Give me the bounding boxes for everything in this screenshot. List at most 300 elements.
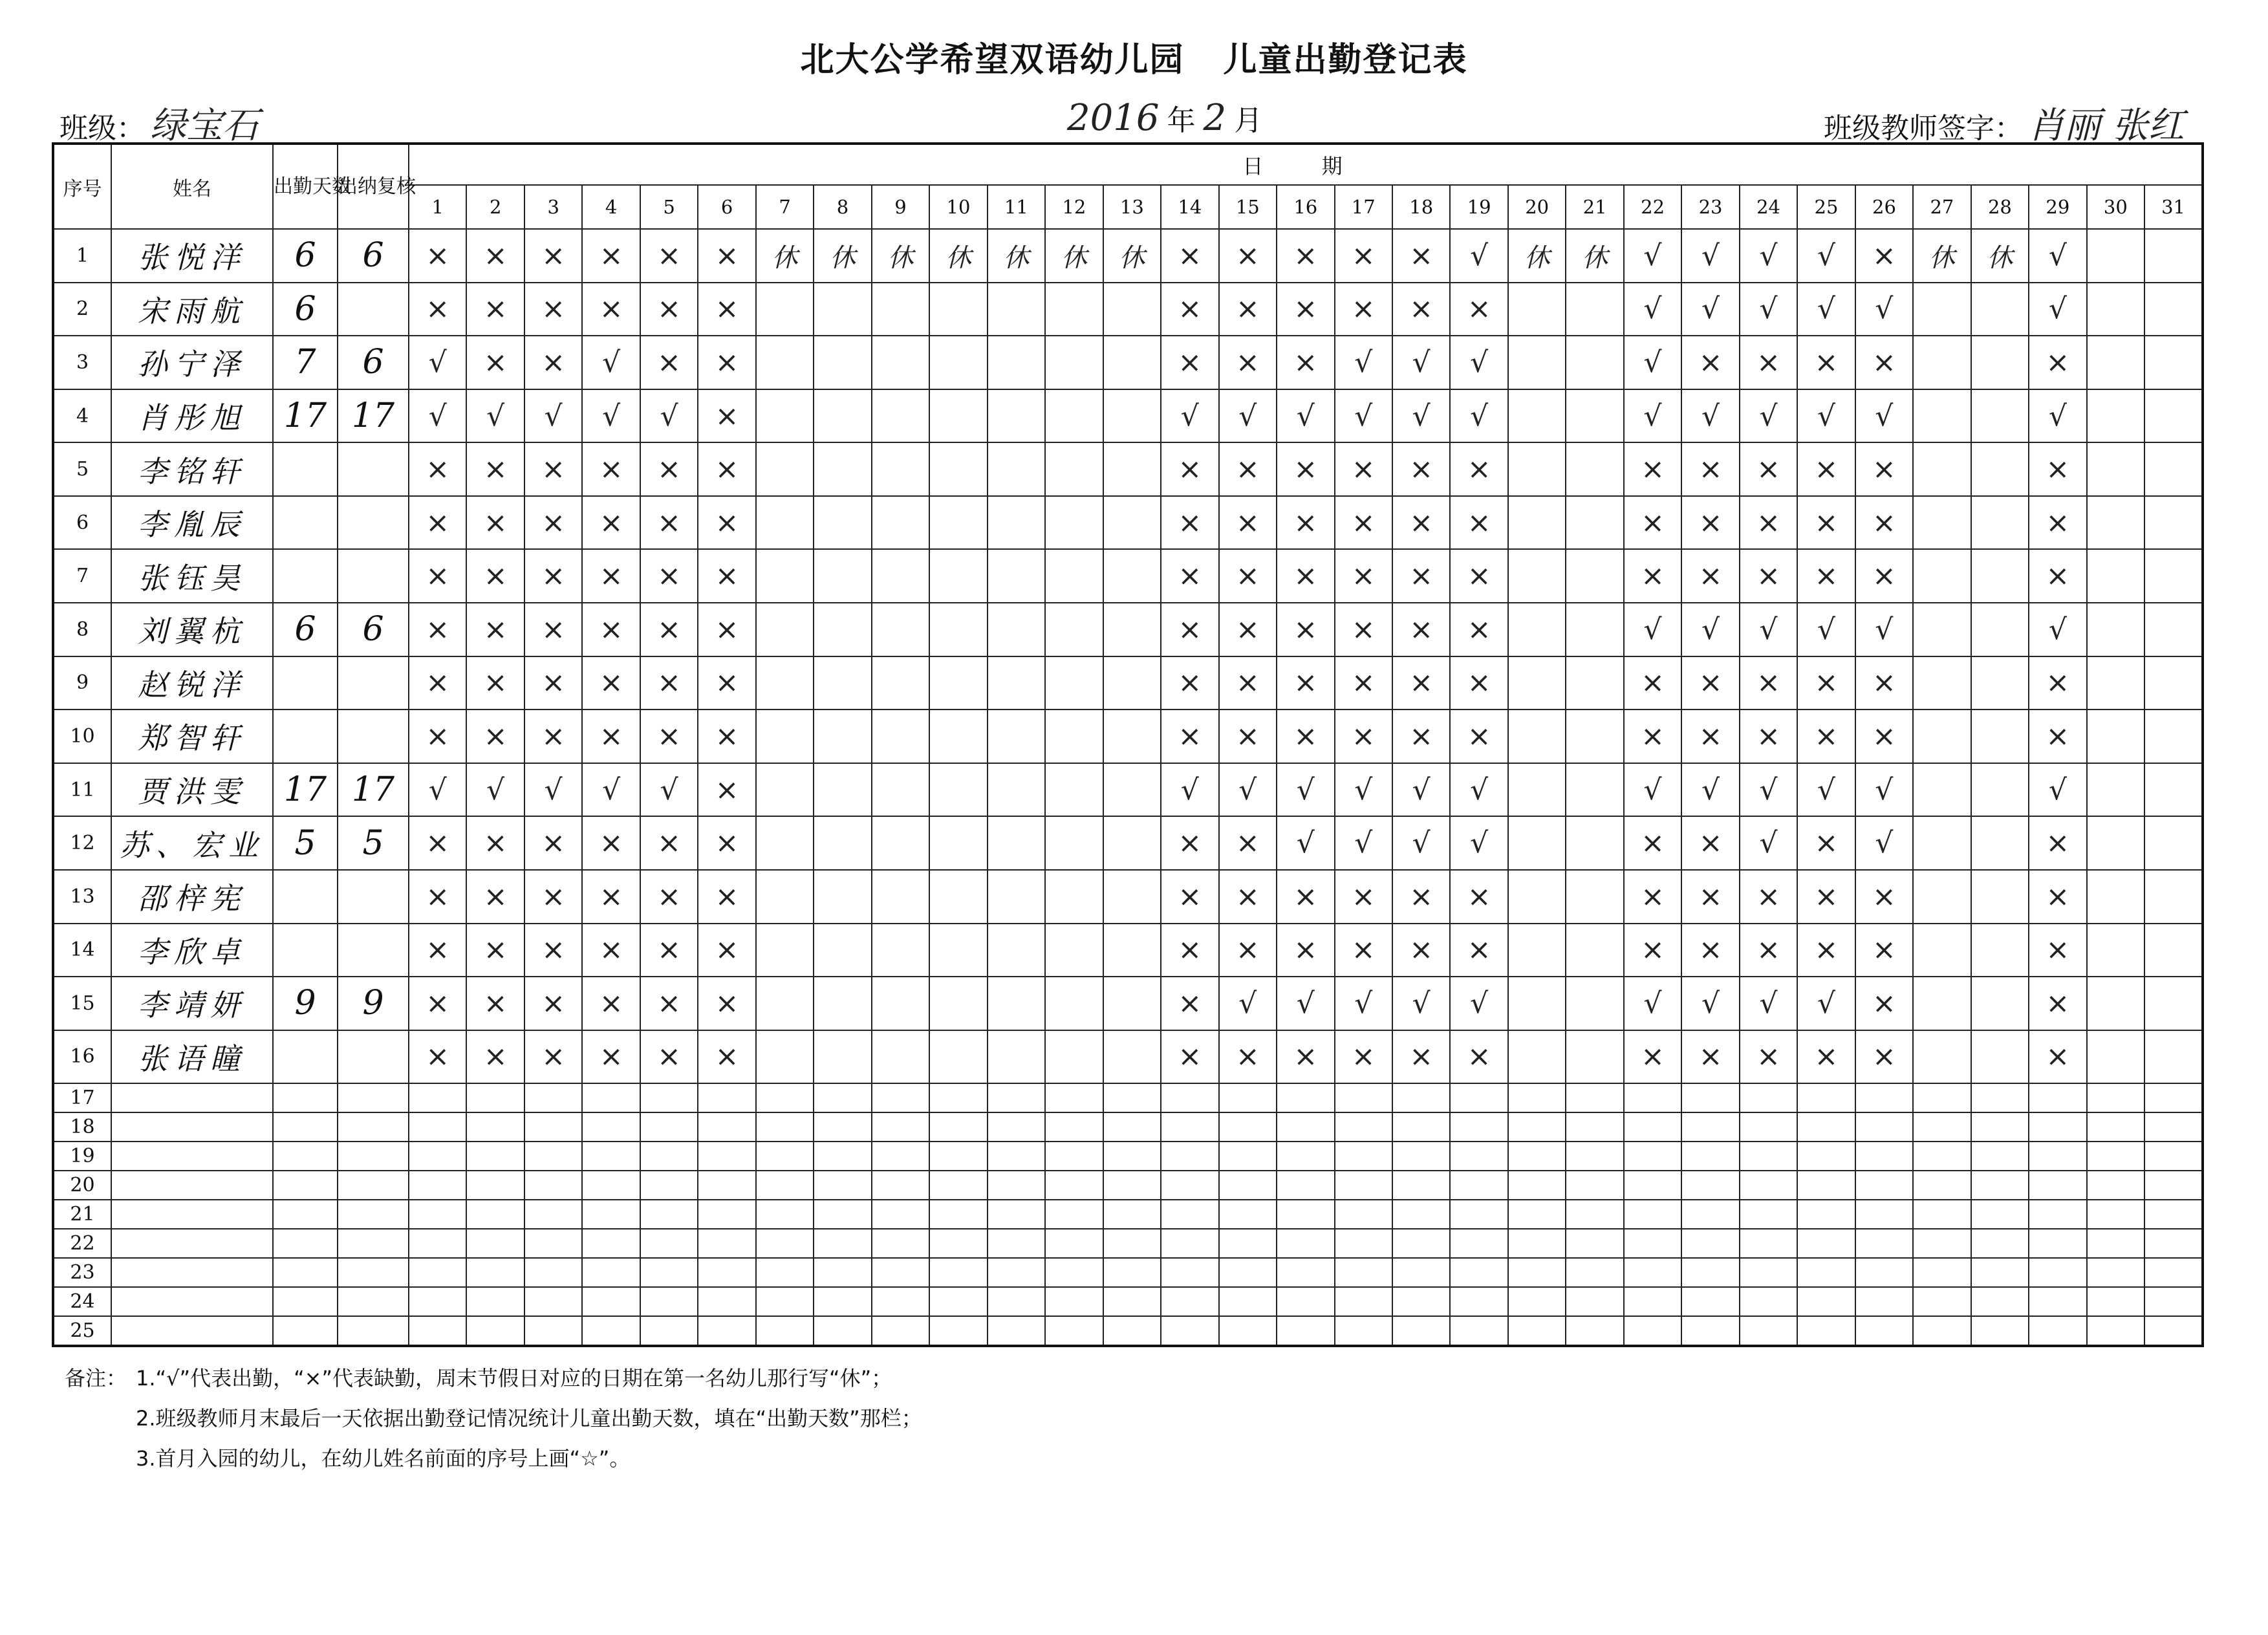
attendance-mark: × — [1219, 924, 1277, 977]
attendance-mark — [1161, 1316, 1218, 1346]
attendance-mark — [1566, 1112, 1623, 1142]
attendance-mark — [1971, 924, 2029, 977]
attendance-mark: × — [1681, 816, 1739, 870]
attendance-mark: × — [466, 442, 524, 496]
attendance-mark — [872, 1258, 929, 1287]
attendance-mark — [988, 1229, 1045, 1258]
attendance-mark — [1045, 336, 1103, 389]
attendance-mark — [929, 763, 987, 817]
attendance-mark: × — [1855, 870, 1913, 924]
attendance-mark: × — [1161, 1030, 1218, 1084]
attendance-mark — [1740, 1112, 1797, 1142]
attendance-mark — [988, 1083, 1045, 1112]
attendance-mark — [1450, 1142, 1507, 1171]
attendance-mark — [872, 763, 929, 817]
attendance-mark — [1913, 1083, 1971, 1112]
attendance-mark — [1508, 1200, 1566, 1229]
row-seq: 25 — [53, 1316, 111, 1346]
attendance-mark: × — [1740, 496, 1797, 550]
attendance-mark — [1103, 870, 1161, 924]
attendance-mark: × — [1740, 870, 1797, 924]
attendance-mark — [1913, 389, 1971, 443]
attendance-mark: × — [698, 442, 755, 496]
attendance-mark: × — [466, 603, 524, 656]
attendance-mark: × — [1450, 442, 1507, 496]
attendance-mark — [988, 603, 1045, 656]
attendance-mark: × — [1450, 496, 1507, 550]
attendance-mark: √ — [1681, 283, 1739, 336]
day-header: 15 — [1219, 185, 1277, 229]
attendance-mark — [1566, 1287, 1623, 1316]
table-row — [53, 1200, 2203, 1229]
attendance-mark — [1624, 1200, 1681, 1229]
attendance-mark: √ — [1797, 283, 1855, 336]
attendance-mark — [1913, 496, 1971, 550]
attendance-mark — [2144, 1200, 2203, 1229]
attendance-mark — [1335, 1316, 1392, 1346]
attendance-mark — [1913, 1287, 1971, 1316]
attendance-mark: × — [1335, 549, 1392, 603]
attendance-mark: × — [1797, 924, 1855, 977]
row-seq: 19 — [53, 1142, 111, 1171]
attendance-mark — [1913, 1142, 1971, 1171]
attend-days-value — [273, 1142, 338, 1171]
attendance-mark — [466, 1171, 524, 1200]
attendance-mark — [756, 1083, 814, 1112]
class-value: 绿宝石 — [150, 105, 259, 147]
attend-days-value — [273, 496, 338, 550]
attend-days-value — [273, 1316, 338, 1346]
attendance-mark — [698, 1142, 755, 1171]
attendance-mark: × — [1219, 870, 1277, 924]
attendance-mark — [1045, 656, 1103, 710]
attendance-mark — [2087, 1083, 2144, 1112]
attendance-mark: × — [1392, 229, 1450, 283]
child-name — [111, 1142, 273, 1171]
attendance-mark — [1740, 1229, 1797, 1258]
attendance-mark: √ — [1335, 763, 1392, 817]
attendance-mark — [2144, 1112, 2203, 1142]
attendance-mark — [872, 1287, 929, 1316]
table-row — [53, 1142, 2203, 1171]
attendance-mark: 休 — [988, 229, 1045, 283]
year-label: 年 — [1167, 104, 1196, 137]
attendance-mark: × — [1277, 924, 1334, 977]
attendance-mark — [1566, 1030, 1623, 1084]
attendance-mark — [1450, 1083, 1507, 1112]
attendance-mark — [814, 1229, 871, 1258]
attendance-mark — [698, 1200, 755, 1229]
attendance-mark: √ — [1624, 336, 1681, 389]
attendance-mark — [1740, 1083, 1797, 1112]
attendance-mark: × — [640, 496, 698, 550]
row-seq: 12 — [53, 816, 111, 870]
attendance-mark — [1045, 924, 1103, 977]
teacher-signature-label: 班级教师签字： — [1824, 112, 2023, 145]
attendance-mark — [1971, 442, 2029, 496]
attendance-mark: × — [466, 870, 524, 924]
attendance-mark — [1566, 1171, 1623, 1200]
attendance-mark — [2029, 1142, 2086, 1171]
seq-header: 序号 — [53, 144, 111, 229]
attendance-mark: × — [1624, 442, 1681, 496]
attendance-mark: √ — [1450, 229, 1507, 283]
attendance-mark — [640, 1287, 698, 1316]
table-row — [53, 389, 2203, 443]
attendance-mark — [1045, 1112, 1103, 1142]
attendance-mark — [814, 1200, 871, 1229]
attendance-mark: √ — [1392, 389, 1450, 443]
attendance-mark: √ — [1681, 603, 1739, 656]
attendance-mark: × — [409, 283, 466, 336]
attendance-mark — [2087, 1030, 2144, 1084]
child-name: 宋雨航 — [111, 283, 273, 336]
attendance-mark: × — [1161, 336, 1218, 389]
attendance-mark: × — [524, 283, 582, 336]
attendance-mark — [1913, 709, 1971, 763]
attendance-mark — [1797, 1258, 1855, 1287]
attendance-mark: √ — [582, 336, 640, 389]
day-header: 3 — [524, 185, 582, 229]
attendance-mark: × — [1277, 603, 1334, 656]
attendance-mark — [1103, 1112, 1161, 1142]
attendance-mark — [1103, 283, 1161, 336]
attendance-mark: × — [1392, 283, 1450, 336]
attendance-mark: √ — [466, 763, 524, 817]
attendance-mark: × — [1450, 549, 1507, 603]
attendance-mark: × — [698, 229, 755, 283]
day-header: 10 — [929, 185, 987, 229]
attendance-mark — [1045, 1200, 1103, 1229]
attendance-mark: √ — [1450, 336, 1507, 389]
attendance-mark: × — [1624, 924, 1681, 977]
attendance-mark: √ — [1855, 763, 1913, 817]
attendance-mark — [1103, 763, 1161, 817]
attendance-mark — [582, 1200, 640, 1229]
table-row — [53, 816, 2203, 870]
attendance-mark — [1103, 1287, 1161, 1316]
attendance-mark — [524, 1287, 582, 1316]
attendance-mark — [640, 1142, 698, 1171]
attendance-mark: × — [1277, 229, 1334, 283]
child-name — [111, 1112, 273, 1142]
attendance-mark — [524, 1316, 582, 1346]
attendance-mark — [1277, 1287, 1334, 1316]
class-field — [59, 97, 259, 149]
attendance-mark: × — [1161, 924, 1218, 977]
row-seq: 5 — [53, 442, 111, 496]
day-header: 2 — [466, 185, 524, 229]
attendance-mark — [524, 1112, 582, 1142]
attendance-mark — [2087, 442, 2144, 496]
attendance-mark: × — [1681, 709, 1739, 763]
child-name: 李欣卓 — [111, 924, 273, 977]
attendance-mark: × — [409, 549, 466, 603]
attendance-mark: × — [1335, 442, 1392, 496]
attendance-mark — [756, 656, 814, 710]
attendance-mark — [988, 336, 1045, 389]
attendance-mark: × — [1277, 870, 1334, 924]
day-header: 23 — [1681, 185, 1739, 229]
attendance-mark — [1913, 336, 1971, 389]
table-row — [53, 709, 2203, 763]
attendance-mark — [2087, 709, 2144, 763]
child-name: 苏、宏业 — [111, 816, 273, 870]
attendance-mark — [640, 1316, 698, 1346]
attendance-mark: × — [1392, 1030, 1450, 1084]
attendance-mark: × — [1740, 336, 1797, 389]
attendance-mark: × — [409, 977, 466, 1030]
attendance-mark — [1103, 924, 1161, 977]
row-seq: 8 — [53, 603, 111, 656]
review-value: 17 — [338, 389, 409, 443]
attendance-mark — [1335, 1171, 1392, 1200]
attendance-mark: × — [1855, 442, 1913, 496]
class-label: 班级： — [59, 112, 145, 145]
attendance-mark — [1681, 1200, 1739, 1229]
attendance-mark: 休 — [929, 229, 987, 283]
attendance-mark: × — [409, 870, 466, 924]
attendance-mark — [2144, 336, 2203, 389]
attendance-mark: × — [1855, 924, 1913, 977]
attendance-mark: √ — [1624, 603, 1681, 656]
attendance-mark — [1566, 283, 1623, 336]
child-name: 张悦洋 — [111, 229, 273, 283]
note-item: 1.“√”代表出勤，“×”代表缺勤，周末节假日对应的日期在第一名幼儿那行写“休”； — [136, 1366, 892, 1391]
attendance-mark: × — [409, 496, 466, 550]
day-header: 19 — [1450, 185, 1507, 229]
attendance-mark — [872, 1112, 929, 1142]
attendance-mark — [2087, 336, 2144, 389]
attendance-mark: × — [2029, 709, 2086, 763]
review-value — [338, 1229, 409, 1258]
attend-days-value: 9 — [273, 977, 338, 1030]
attend-days-value — [273, 870, 338, 924]
review-value — [338, 1200, 409, 1229]
attendance-mark — [1913, 283, 1971, 336]
attendance-mark — [1219, 1142, 1277, 1171]
attendance-mark — [929, 1229, 987, 1258]
attendance-mark — [1450, 1200, 1507, 1229]
attendance-mark — [1971, 549, 2029, 603]
attendance-mark — [409, 1171, 466, 1200]
attendance-mark: √ — [524, 389, 582, 443]
child-name: 张语瞳 — [111, 1030, 273, 1084]
attendance-mark: × — [2029, 816, 2086, 870]
review-value — [338, 870, 409, 924]
attendance-mark — [756, 336, 814, 389]
attendance-mark: √ — [1392, 977, 1450, 1030]
attendance-mark: √ — [1740, 603, 1797, 656]
table-row — [53, 1258, 2203, 1287]
attendance-mark — [698, 1258, 755, 1287]
attendance-mark: × — [1740, 709, 1797, 763]
attendance-mark — [814, 389, 871, 443]
child-name: 贾洪雯 — [111, 763, 273, 817]
attendance-mark — [929, 816, 987, 870]
attendance-mark: × — [1161, 709, 1218, 763]
attendance-mark — [1219, 1258, 1277, 1287]
attendance-mark: √ — [1740, 389, 1797, 443]
attendance-mark — [1508, 1083, 1566, 1112]
attendance-mark — [1508, 283, 1566, 336]
review-value — [338, 283, 409, 336]
attend-days-value: 6 — [273, 283, 338, 336]
form-name: 儿童出勤登记表 — [1223, 41, 1468, 80]
attendance-mark — [929, 336, 987, 389]
day-header: 27 — [1913, 185, 1971, 229]
attend-days-value — [273, 549, 338, 603]
attendance-mark: × — [1219, 229, 1277, 283]
attendance-mark: × — [582, 656, 640, 710]
attendance-mark — [1103, 442, 1161, 496]
attendance-mark: × — [466, 1030, 524, 1084]
attendance-mark: × — [640, 336, 698, 389]
attendance-mark — [1971, 389, 2029, 443]
attendance-mark — [1219, 1287, 1277, 1316]
attendance-mark — [466, 1200, 524, 1229]
attendance-mark — [582, 1316, 640, 1346]
attendance-mark: × — [1855, 336, 1913, 389]
attendance-mark — [988, 763, 1045, 817]
attendance-mark — [1971, 1200, 2029, 1229]
attendance-mark: × — [1392, 709, 1450, 763]
child-name: 李胤辰 — [111, 496, 273, 550]
attendance-mark — [814, 283, 871, 336]
attendance-mark: × — [640, 924, 698, 977]
attendance-mark — [1277, 1112, 1334, 1142]
attendance-table — [52, 142, 2204, 1347]
attendance-mark — [1797, 1171, 1855, 1200]
attendance-mark: √ — [2029, 229, 2086, 283]
row-seq: 16 — [53, 1030, 111, 1084]
attendance-mark — [756, 924, 814, 977]
attendance-mark: √ — [640, 763, 698, 817]
attendance-mark — [1624, 1316, 1681, 1346]
attendance-mark — [1508, 656, 1566, 710]
attendance-mark: √ — [1335, 816, 1392, 870]
attendance-mark — [524, 1171, 582, 1200]
attendance-mark — [872, 1083, 929, 1112]
attendance-mark: × — [466, 336, 524, 389]
attendance-mark: × — [1450, 709, 1507, 763]
attendance-mark — [2087, 1316, 2144, 1346]
attendance-mark: × — [1450, 603, 1507, 656]
attendance-mark — [1971, 1112, 2029, 1142]
attendance-mark — [2144, 1083, 2203, 1112]
attendance-mark: × — [1277, 283, 1334, 336]
attendance-mark: × — [640, 1030, 698, 1084]
attendance-mark: 休 — [1566, 229, 1623, 283]
attendance-mark — [466, 1258, 524, 1287]
attendance-mark: √ — [1624, 977, 1681, 1030]
attendance-mark — [1335, 1083, 1392, 1112]
attendance-mark — [814, 549, 871, 603]
attendance-mark — [1161, 1142, 1218, 1171]
attend-days-value — [273, 1112, 338, 1142]
attendance-mark: × — [1392, 496, 1450, 550]
attendance-mark — [1103, 1030, 1161, 1084]
attendance-mark: √ — [1740, 816, 1797, 870]
note-item: 2.班级教师月末最后一天依据出勤登记情况统计儿童出勤天数，填在“出勤天数”那栏； — [136, 1406, 922, 1431]
attendance-mark — [756, 389, 814, 443]
attendance-mark: × — [1392, 442, 1450, 496]
attendance-mark — [2144, 656, 2203, 710]
attendance-mark — [2029, 1112, 2086, 1142]
attendance-mark: × — [640, 816, 698, 870]
attend-days-value: 6 — [273, 229, 338, 283]
attendance-mark — [929, 389, 987, 443]
attendance-mark — [1971, 816, 2029, 870]
attendance-mark — [1566, 1083, 1623, 1112]
attendance-mark: × — [524, 924, 582, 977]
attendance-mark — [1971, 1030, 2029, 1084]
attendance-mark: × — [1219, 1030, 1277, 1084]
attendance-mark: × — [1219, 816, 1277, 870]
attendance-mark — [1161, 1171, 1218, 1200]
teacher-signature-field — [1824, 97, 2185, 149]
attendance-mark — [929, 442, 987, 496]
attendance-mark — [1913, 1258, 1971, 1287]
attendance-mark — [756, 1258, 814, 1287]
attendance-mark — [2144, 549, 2203, 603]
attendance-mark: × — [524, 977, 582, 1030]
attendance-mark — [756, 816, 814, 870]
table-row — [53, 442, 2203, 496]
attendance-mark — [929, 549, 987, 603]
attendance-mark — [524, 1083, 582, 1112]
attendance-mark — [1045, 763, 1103, 817]
attendance-mark — [814, 1316, 871, 1346]
attendance-mark: × — [2029, 977, 2086, 1030]
attendance-mark: × — [1624, 496, 1681, 550]
attendance-mark — [1855, 1083, 1913, 1112]
attendance-mark — [1508, 763, 1566, 817]
attendance-mark: × — [1161, 496, 1218, 550]
attendance-mark: × — [524, 656, 582, 710]
child-name: 赵锐洋 — [111, 656, 273, 710]
attendance-mark — [1161, 1112, 1218, 1142]
attendance-mark — [929, 656, 987, 710]
attendance-mark — [2087, 603, 2144, 656]
attendance-mark — [524, 1200, 582, 1229]
attendance-mark: √ — [409, 336, 466, 389]
row-seq: 17 — [53, 1083, 111, 1112]
attendance-mark: × — [1740, 924, 1797, 977]
year-value: 2016 — [1067, 97, 1160, 139]
attendance-mark — [814, 656, 871, 710]
attendance-mark: × — [1797, 442, 1855, 496]
table-row — [53, 1229, 2203, 1258]
attendance-mark: × — [1681, 496, 1739, 550]
day-header: 22 — [1624, 185, 1681, 229]
attendance-mark — [1740, 1142, 1797, 1171]
attendance-mark — [1392, 1316, 1450, 1346]
attendance-mark — [2087, 870, 2144, 924]
attendance-mark — [1277, 1171, 1334, 1200]
table-row — [53, 283, 2203, 336]
attendance-mark — [2144, 709, 2203, 763]
attendance-mark: × — [698, 870, 755, 924]
attendance-mark: × — [698, 763, 755, 817]
attendance-mark — [1450, 1229, 1507, 1258]
attendance-mark — [1971, 763, 2029, 817]
attendance-mark — [2087, 656, 2144, 710]
attendance-mark: × — [1624, 709, 1681, 763]
attendance-mark: × — [640, 283, 698, 336]
day-header: 16 — [1277, 185, 1334, 229]
attendance-mark: × — [582, 1030, 640, 1084]
